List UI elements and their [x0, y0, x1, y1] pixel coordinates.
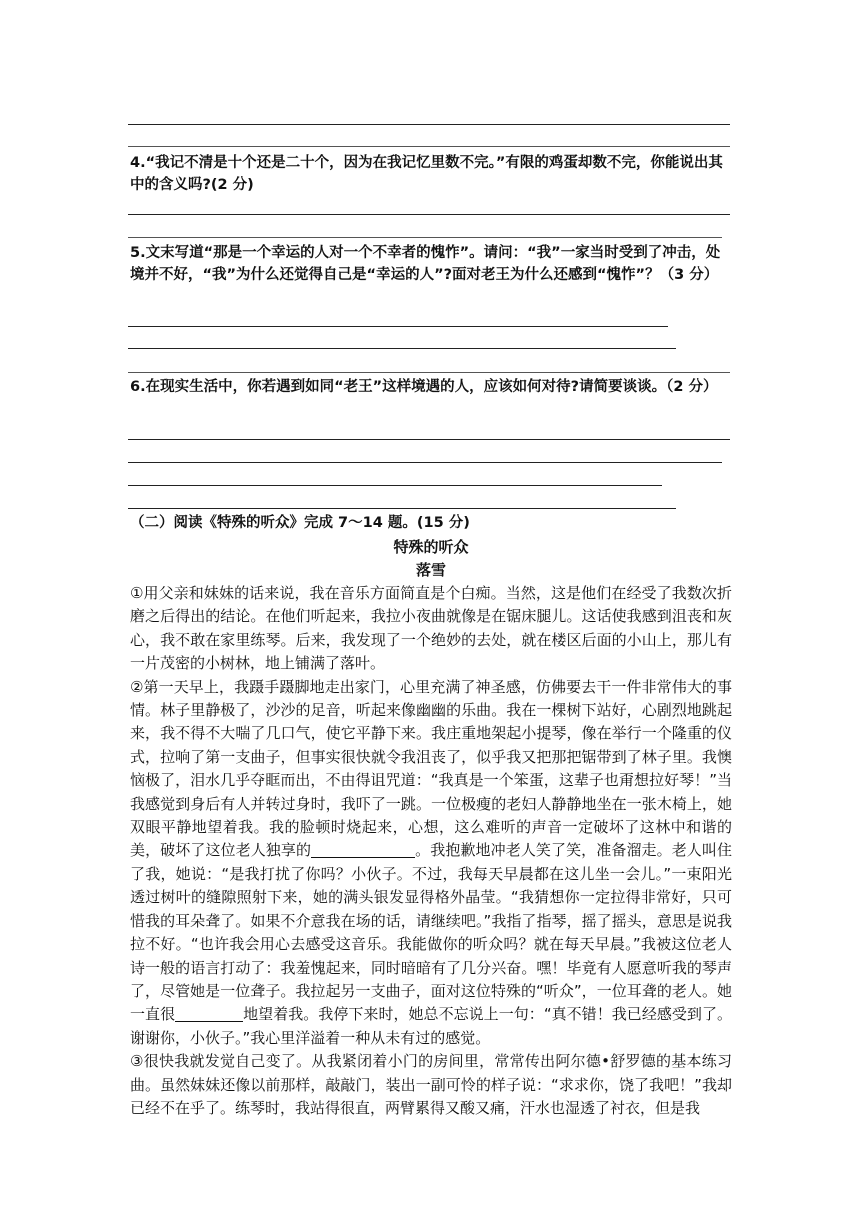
answer-line [128, 372, 730, 373]
paragraph-2 [130, 676, 732, 1051]
answer-line [128, 326, 668, 327]
answer-line [128, 508, 676, 509]
answer-line [128, 146, 730, 147]
section-heading: （二）阅读《特殊的听众》完成 7～14 题。(15 分) [130, 515, 470, 531]
answer-line [128, 348, 676, 349]
passage-body [130, 582, 732, 1120]
answer-line [128, 485, 662, 486]
answer-line [128, 462, 722, 463]
fill-blank-2 [175, 1007, 243, 1022]
question-6: 6.在现实生活中，你若遇到如同“老王”这样境遇的人，应该如何对待?请简要谈谈。（2 分） [130, 379, 718, 395]
paragraph-3: ③很快我就发觉自己变了。从我紧闭着小门的房间里，常常传出阿尔德•舒罗德的基本练习曲。虽然妹妹还像以前那样，敲敲门，装出一副可怜的样子说：“求求你，饶了我吧！”我却已经不在乎了。练琴时，我站得很直，两臂累得又酸又痛，汗水也湿透了衬衣，但是我 [130, 1052, 732, 1117]
paragraph-2-part-3: 地望着我。我停下来时，她总不忘说上一句：“真不错！我已经感受到了。谢谢你，小伙子。”我心里洋溢着一种从未有过的感觉。 [130, 1005, 732, 1047]
answer-line [128, 439, 730, 440]
question-5: 5.文末写道“那是一个幸运的人对一个不幸者的愧怍”。请问：“我”一家当时受到了冲击，处境并不好，“我”为什么还觉得自己是“幸运的人”?面对老王为什么还感到“愧怍”？（3 分） [130, 245, 721, 283]
question-4: 4.“我记不清是十个还是二十个，因为在我记忆里数不完。”有限的鸡蛋却数不完，你能说出其中的含义吗?(2 分) [130, 155, 723, 193]
answer-line [128, 237, 722, 238]
fill-blank-1 [311, 843, 415, 858]
answer-line [128, 124, 730, 125]
answer-line [128, 214, 730, 215]
paragraph-2-part-2: 。我抱歉地冲老人笑了笑，准备溜走。老人叫住了我，她说：“是我打扰了你吗？小伙子。不过，我每天早晨都在这儿坐一会儿。”一束阳光透过树叶的缝隙照射下来，她的满头银发显得格外晶莹。“我猜想你一定拉得非常好，只可惜我的耳朵聋了。如果不介意我在场的话，请继续吧。”我指了指琴，摇了摇头，意思是说我拉不好。“也许我会用心去感受这音乐。我能做你的听众吗？就在每天早晨。”我被这位老人诗一般的语言打动了：我羞愧起来，同时暗暗有了几分兴奋。嘿！毕竟有人愿意听我的琴声了，尽管她是一位聋子。我拉起另一支曲子，面对这位特殊的“听众”，一位耳聋的老人。她一直很 [130, 841, 732, 1024]
paragraph-2-part-1: ②第一天早上，我蹑手蹑脚地走出家门，心里充满了神圣感，仿佛要去干一件非常伟大的事情。林子里静极了，沙沙的足音，听起来像幽幽的乐曲。我在一棵树下站好，心剧烈地跳起来，我不得不大喘了几口气，使它平静下来。我庄重地架起小提琴，像在举行一个隆重的仪式，拉响了第一支曲子，但事实很快就令我沮丧了，似乎我又把那把锯带到了林子里。我懊恼极了，泪水几乎夺眶而出，不由得诅咒道：“我真是一个笨蛋，这辈子也甭想拉好琴！”当我感觉到身后有人并转过身时，我吓了一跳。一位极瘦的老妇人静静地坐在一张木椅上，她双眼平静地望着我。我的脸顿时烧起来，心想，这么难听的声音一定破坏了这林中和谐的美，破坏了这位老人独享的 [130, 677, 732, 860]
passage-author: 落雪 [415, 561, 446, 579]
passage-title: 特殊的听众 [393, 538, 469, 556]
paragraph-1: ①用父亲和妹妹的话来说，我在音乐方面简直是个白痴。当然，这是他们在经受了我数次折磨之后得出的结论。在他们听起来，我拉小夜曲就像是在锯床腿儿。这话使我感到沮丧和灰心，我不敢在家里练琴。后来，我发现了一个绝妙的去处，就在楼区后面的小山上，那儿有一片茂密的小树林，地上铺满了落叶。 [130, 584, 732, 673]
